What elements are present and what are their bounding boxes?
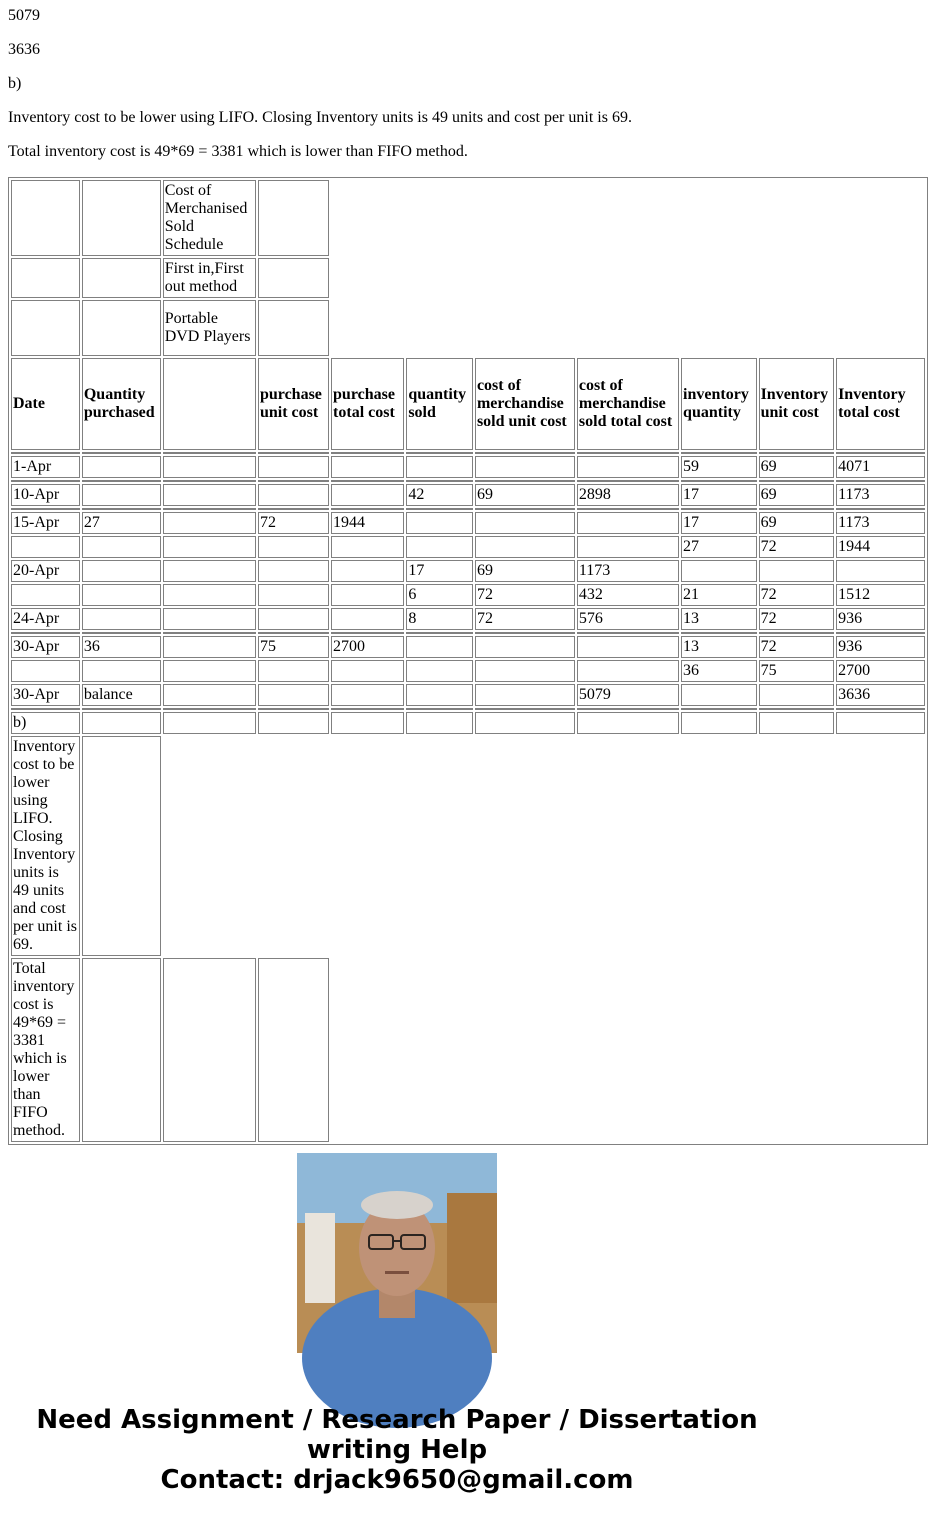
table-cell xyxy=(331,456,404,478)
author-photo xyxy=(297,1153,497,1353)
cell xyxy=(163,712,256,734)
table-cell xyxy=(331,536,404,558)
separator-cell xyxy=(406,508,473,510)
schedule-table-container xyxy=(8,177,906,1139)
table-cell xyxy=(258,684,329,706)
empty-span xyxy=(163,736,925,956)
table-row xyxy=(11,456,925,478)
row-separator xyxy=(11,632,925,634)
total-note-cell: Total inventory cost is 49*69 = 3381 which is lower than FIFO method. xyxy=(11,958,80,1142)
part-b-cell: b) xyxy=(11,712,80,734)
person-portrait-icon xyxy=(297,1153,497,1353)
table-cell xyxy=(11,584,80,606)
separator-cell xyxy=(475,508,575,510)
separator-cell xyxy=(11,708,80,710)
table-cell xyxy=(475,660,575,682)
separator-cell xyxy=(258,632,329,634)
table-cell xyxy=(82,608,161,630)
table-cell: 2898 xyxy=(577,484,679,506)
header-cell: cost of merchandise sold total cost xyxy=(577,358,679,450)
cell xyxy=(82,180,161,256)
separator-cell xyxy=(163,452,256,454)
table-cell: 936 xyxy=(836,608,925,630)
table-cell xyxy=(163,512,256,534)
header-cell: Inventory total cost xyxy=(836,358,925,450)
table-cell: 13 xyxy=(681,636,757,658)
row-separator xyxy=(11,452,925,454)
table-cell: 1-Apr xyxy=(11,456,80,478)
table-cell: 17 xyxy=(681,484,757,506)
table-cell xyxy=(681,684,757,706)
table-cell xyxy=(406,636,473,658)
separator-cell xyxy=(577,708,679,710)
table-cell xyxy=(82,484,161,506)
separator-cell xyxy=(406,708,473,710)
separator-cell xyxy=(82,508,161,510)
table-cell xyxy=(163,560,256,582)
table-cell: 3636 xyxy=(836,684,925,706)
separator-cell xyxy=(406,480,473,482)
cell xyxy=(163,958,256,1142)
table-cell xyxy=(406,512,473,534)
table-cell: 72 xyxy=(759,536,835,558)
cell xyxy=(759,712,835,734)
table-cell xyxy=(163,660,256,682)
table-cell: 30-Apr xyxy=(11,684,80,706)
table-cell xyxy=(406,684,473,706)
cell xyxy=(258,712,329,734)
separator-cell xyxy=(681,480,757,482)
separator-cell xyxy=(163,508,256,510)
separator-cell xyxy=(836,708,925,710)
table-row xyxy=(11,560,925,582)
cell xyxy=(11,258,80,298)
table-cell xyxy=(163,484,256,506)
separator-cell xyxy=(258,508,329,510)
cell xyxy=(11,180,80,256)
table-cell: 75 xyxy=(759,660,835,682)
table-cell xyxy=(836,560,925,582)
header-cell: purchase unit cost xyxy=(258,358,329,450)
separator-cell xyxy=(11,452,80,454)
table-cell: 6 xyxy=(406,584,473,606)
product-label: Portable DVD Players xyxy=(163,300,256,356)
table-cell: 72 xyxy=(475,608,575,630)
total-cogs-text: 5079 xyxy=(8,7,40,24)
lifo-explanation: Inventory cost to be lower using LIFO. Closing Inventory units is 49 units and cost per unit is 69. xyxy=(8,109,632,126)
table-cell xyxy=(475,456,575,478)
header-row xyxy=(11,358,925,450)
separator-cell xyxy=(258,480,329,482)
cell xyxy=(82,258,161,298)
separator-cell xyxy=(681,452,757,454)
table-cell: 59 xyxy=(681,456,757,478)
table-cell: 576 xyxy=(577,608,679,630)
table-cell xyxy=(82,536,161,558)
table-cell xyxy=(258,608,329,630)
table-cell xyxy=(577,536,679,558)
header-cell: inventory quantity xyxy=(681,358,757,450)
table-cell: 69 xyxy=(759,484,835,506)
table-cell xyxy=(577,636,679,658)
empty-span xyxy=(331,180,925,256)
table-cell xyxy=(258,584,329,606)
table-cell xyxy=(406,660,473,682)
separator-cell xyxy=(82,452,161,454)
table-cell: 5079 xyxy=(577,684,679,706)
table-cell xyxy=(475,684,575,706)
table-row xyxy=(11,636,925,658)
header-cell: cost of merchandise sold unit cost xyxy=(475,358,575,450)
separator-cell xyxy=(82,708,161,710)
table-cell xyxy=(258,536,329,558)
table-cell xyxy=(331,584,404,606)
table-cell: 69 xyxy=(475,560,575,582)
separator-cell xyxy=(475,452,575,454)
table-cell xyxy=(163,608,256,630)
table-cell xyxy=(331,560,404,582)
table-cell xyxy=(258,456,329,478)
table-cell: 1173 xyxy=(836,484,925,506)
separator-cell xyxy=(759,508,835,510)
header-cell: purchase total cost xyxy=(331,358,404,450)
cell xyxy=(475,712,575,734)
separator-cell xyxy=(331,480,404,482)
table-cell xyxy=(258,660,329,682)
method-label: First in,First out method xyxy=(163,258,256,298)
separator-cell xyxy=(836,632,925,634)
table-cell: 4071 xyxy=(836,456,925,478)
separator-cell xyxy=(681,632,757,634)
table-cell xyxy=(406,536,473,558)
header-cell: Quantity purchased xyxy=(82,358,161,450)
table-cell: 30-Apr xyxy=(11,636,80,658)
total-inventory-text: 3636 xyxy=(8,41,40,58)
table-cell: 36 xyxy=(681,660,757,682)
separator-cell xyxy=(759,632,835,634)
table-cell: 8 xyxy=(406,608,473,630)
separator-cell xyxy=(577,508,679,510)
table-cell xyxy=(82,660,161,682)
separator-cell xyxy=(82,480,161,482)
table-cell: 72 xyxy=(475,584,575,606)
header-cell: Inventory unit cost xyxy=(759,358,835,450)
table-cell xyxy=(163,456,256,478)
table-cell: 69 xyxy=(759,456,835,478)
total-note-row xyxy=(11,958,925,1142)
table-cell xyxy=(577,512,679,534)
separator-cell xyxy=(331,508,404,510)
table-cell xyxy=(331,684,404,706)
table-row xyxy=(11,512,925,534)
note-row xyxy=(11,736,925,956)
cell xyxy=(82,300,161,356)
promo-subheading: writing Help xyxy=(306,1435,488,1465)
cell xyxy=(258,258,329,298)
table-row xyxy=(11,608,925,630)
separator-cell xyxy=(406,452,473,454)
part-b-label: b) xyxy=(8,75,22,92)
table-row xyxy=(11,684,925,706)
separator-cell xyxy=(331,632,404,634)
row-separator xyxy=(11,480,925,482)
table-cell: 13 xyxy=(681,608,757,630)
separator-cell xyxy=(681,708,757,710)
cell xyxy=(577,712,679,734)
table-cell: 36 xyxy=(82,636,161,658)
cell xyxy=(836,712,925,734)
table-cell: 24-Apr xyxy=(11,608,80,630)
separator-cell xyxy=(163,632,256,634)
separator-cell xyxy=(577,452,679,454)
table-row xyxy=(11,536,925,558)
table-cell: 1512 xyxy=(836,584,925,606)
table-cell xyxy=(11,536,80,558)
table-cell: 27 xyxy=(82,512,161,534)
separator-cell xyxy=(577,632,679,634)
separator-cell xyxy=(475,708,575,710)
separator-cell xyxy=(406,632,473,634)
contact-email: Contact: drjack9650@gmail.com xyxy=(160,1465,634,1495)
separator-cell xyxy=(163,480,256,482)
table-cell: 432 xyxy=(577,584,679,606)
table-cell: 17 xyxy=(406,560,473,582)
cell xyxy=(681,712,757,734)
separator-cell xyxy=(475,480,575,482)
title-row xyxy=(11,180,925,256)
separator-cell xyxy=(836,508,925,510)
table-cell xyxy=(258,560,329,582)
table-cell xyxy=(577,456,679,478)
table-row xyxy=(11,660,925,682)
separator-cell xyxy=(163,708,256,710)
table-cell xyxy=(331,660,404,682)
cell xyxy=(406,712,473,734)
separator-cell xyxy=(82,632,161,634)
table-cell: 21 xyxy=(681,584,757,606)
table-row xyxy=(11,484,925,506)
table-cell: 2700 xyxy=(836,660,925,682)
table-cell: 72 xyxy=(759,608,835,630)
header-cell: Date xyxy=(11,358,80,450)
table-cell xyxy=(759,684,835,706)
promo-heading: Need Assignment / Research Paper / Dissertation xyxy=(36,1405,758,1435)
part-b-row xyxy=(11,712,925,734)
cell xyxy=(82,712,161,734)
cell xyxy=(258,180,329,256)
table-cell xyxy=(163,636,256,658)
table-cell xyxy=(475,636,575,658)
table-cell: 75 xyxy=(258,636,329,658)
separator-cell xyxy=(331,708,404,710)
cell xyxy=(331,712,404,734)
table-cell: 15-Apr xyxy=(11,512,80,534)
separator-cell xyxy=(258,708,329,710)
separator-cell xyxy=(475,632,575,634)
schedule-title: Cost of Merchanised Sold Schedule xyxy=(163,180,256,256)
table-cell: 72 xyxy=(258,512,329,534)
table-cell xyxy=(475,512,575,534)
table-cell xyxy=(331,484,404,506)
cell xyxy=(11,300,80,356)
table-cell xyxy=(577,660,679,682)
row-separator xyxy=(11,708,925,710)
table-cell: 1173 xyxy=(836,512,925,534)
cogs-schedule-table xyxy=(8,177,928,1145)
separator-cell xyxy=(759,452,835,454)
header-cell: quantity sold xyxy=(406,358,473,450)
separator-cell xyxy=(759,708,835,710)
separator-cell xyxy=(11,480,80,482)
table-cell xyxy=(163,684,256,706)
cell xyxy=(82,958,161,1142)
separator-cell xyxy=(11,632,80,634)
table-cell: 1944 xyxy=(331,512,404,534)
table-cell xyxy=(681,560,757,582)
separator-cell xyxy=(836,480,925,482)
table-cell: 20-Apr xyxy=(11,560,80,582)
method-row xyxy=(11,258,925,298)
cell xyxy=(258,958,329,1142)
table-row xyxy=(11,584,925,606)
separator-cell xyxy=(258,452,329,454)
table-cell xyxy=(82,584,161,606)
table-cell xyxy=(163,536,256,558)
table-cell: balance xyxy=(82,684,161,706)
table-cell xyxy=(82,456,161,478)
separator-cell xyxy=(836,452,925,454)
table-cell: 17 xyxy=(681,512,757,534)
table-cell: 69 xyxy=(475,484,575,506)
table-cell: 10-Apr xyxy=(11,484,80,506)
cell xyxy=(258,300,329,356)
table-cell: 42 xyxy=(406,484,473,506)
table-cell: 72 xyxy=(759,584,835,606)
empty-span xyxy=(331,958,925,1142)
table-cell: 27 xyxy=(681,536,757,558)
separator-cell xyxy=(759,480,835,482)
separator-cell xyxy=(577,480,679,482)
separator-cell xyxy=(11,508,80,510)
table-cell xyxy=(475,536,575,558)
table-cell: 69 xyxy=(759,512,835,534)
header-cell xyxy=(163,358,256,450)
table-cell xyxy=(11,660,80,682)
table-cell: 1173 xyxy=(577,560,679,582)
row-separator xyxy=(11,508,925,510)
table-cell xyxy=(759,560,835,582)
table-cell: 2700 xyxy=(331,636,404,658)
table-cell: 1944 xyxy=(836,536,925,558)
table-cell xyxy=(406,456,473,478)
product-row xyxy=(11,300,925,356)
lifo-note-cell: Inventory cost to be lower using LIFO. Closing Inventory units is 49 units and cost per unit is 69. xyxy=(11,736,80,956)
table-cell xyxy=(163,584,256,606)
table-cell xyxy=(82,560,161,582)
table-cell xyxy=(258,484,329,506)
table-cell: 936 xyxy=(836,636,925,658)
empty-span xyxy=(331,258,925,298)
lifo-total-explanation: Total inventory cost is 49*69 = 3381 which is lower than FIFO method. xyxy=(8,143,468,160)
empty-span xyxy=(331,300,925,356)
separator-cell xyxy=(331,452,404,454)
cell xyxy=(82,736,161,956)
separator-cell xyxy=(681,508,757,510)
table-cell: 72 xyxy=(759,636,835,658)
table-cell xyxy=(331,608,404,630)
